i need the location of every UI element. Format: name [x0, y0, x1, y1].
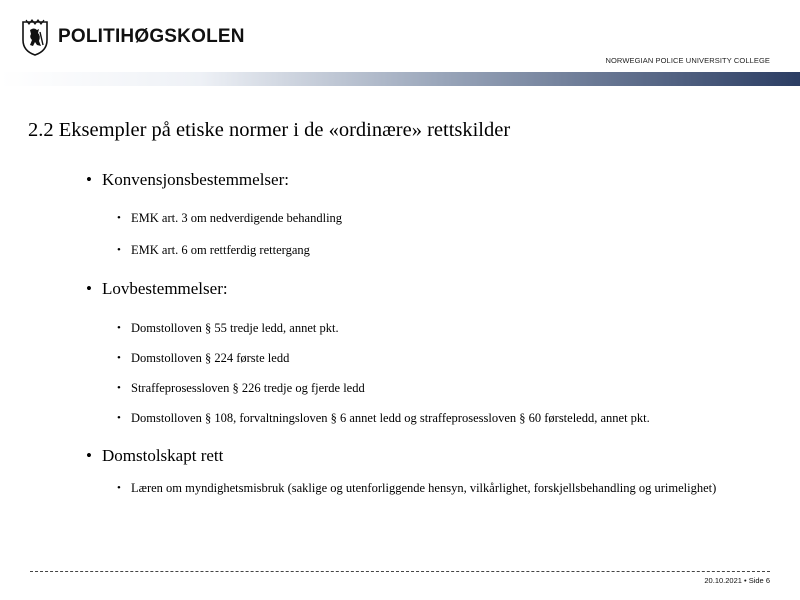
logo-wordmark: POLITIHØGSKOLEN — [58, 26, 245, 47]
slide-content — [0, 170, 800, 501]
bullet-lovbestemmelser: • Lovbestemmelser: — [0, 279, 800, 299]
bullet-domstolloven-224: • Domstolloven § 224 første ledd — [0, 350, 800, 366]
footer-date-page: 20.10.2021 • Side 6 — [704, 576, 770, 585]
header-subtitle: NORWEGIAN POLICE UNIVERSITY COLLEGE — [605, 56, 770, 65]
bullet-straffeprosessloven-226: • Straffeprosessloven § 226 tredje og fjerde ledd — [0, 380, 800, 396]
bullet-domstolloven-108: • Domstolloven § 108, forvaltningsloven § 6 annet ledd og straffeprosessloven § 60 førsteledd, annet pkt. — [0, 410, 800, 426]
bullet-myndighetsmisbruk: • Læren om myndighetsmisbruk (saklige og utenforliggende hensyn, vilkårlighet, forskjellsbehandling og urimelighet) — [0, 476, 771, 501]
bullet-emk-art-6: • EMK art. 6 om rettferdig rettergang — [0, 242, 800, 258]
bullet-domstolskapt-rett: • Domstolskapt rett — [0, 446, 800, 466]
footer-divider — [30, 571, 770, 572]
bullet-konvensjonsbestemmelser: • Konvensjonsbestemmelser: — [0, 170, 800, 190]
header-logo — [20, 18, 245, 56]
bullet-emk-art-3: • EMK art. 3 om nedverdigende behandling — [0, 210, 800, 226]
header-gradient-band — [0, 72, 800, 86]
slide-title: 2.2 Eksempler på etiske normer i de «ordinære» rettskilder — [28, 119, 511, 141]
bullet-domstolloven-55: • Domstolloven § 55 tredje ledd, annet pkt. — [0, 320, 800, 336]
coat-of-arms-lion-icon — [20, 18, 50, 56]
